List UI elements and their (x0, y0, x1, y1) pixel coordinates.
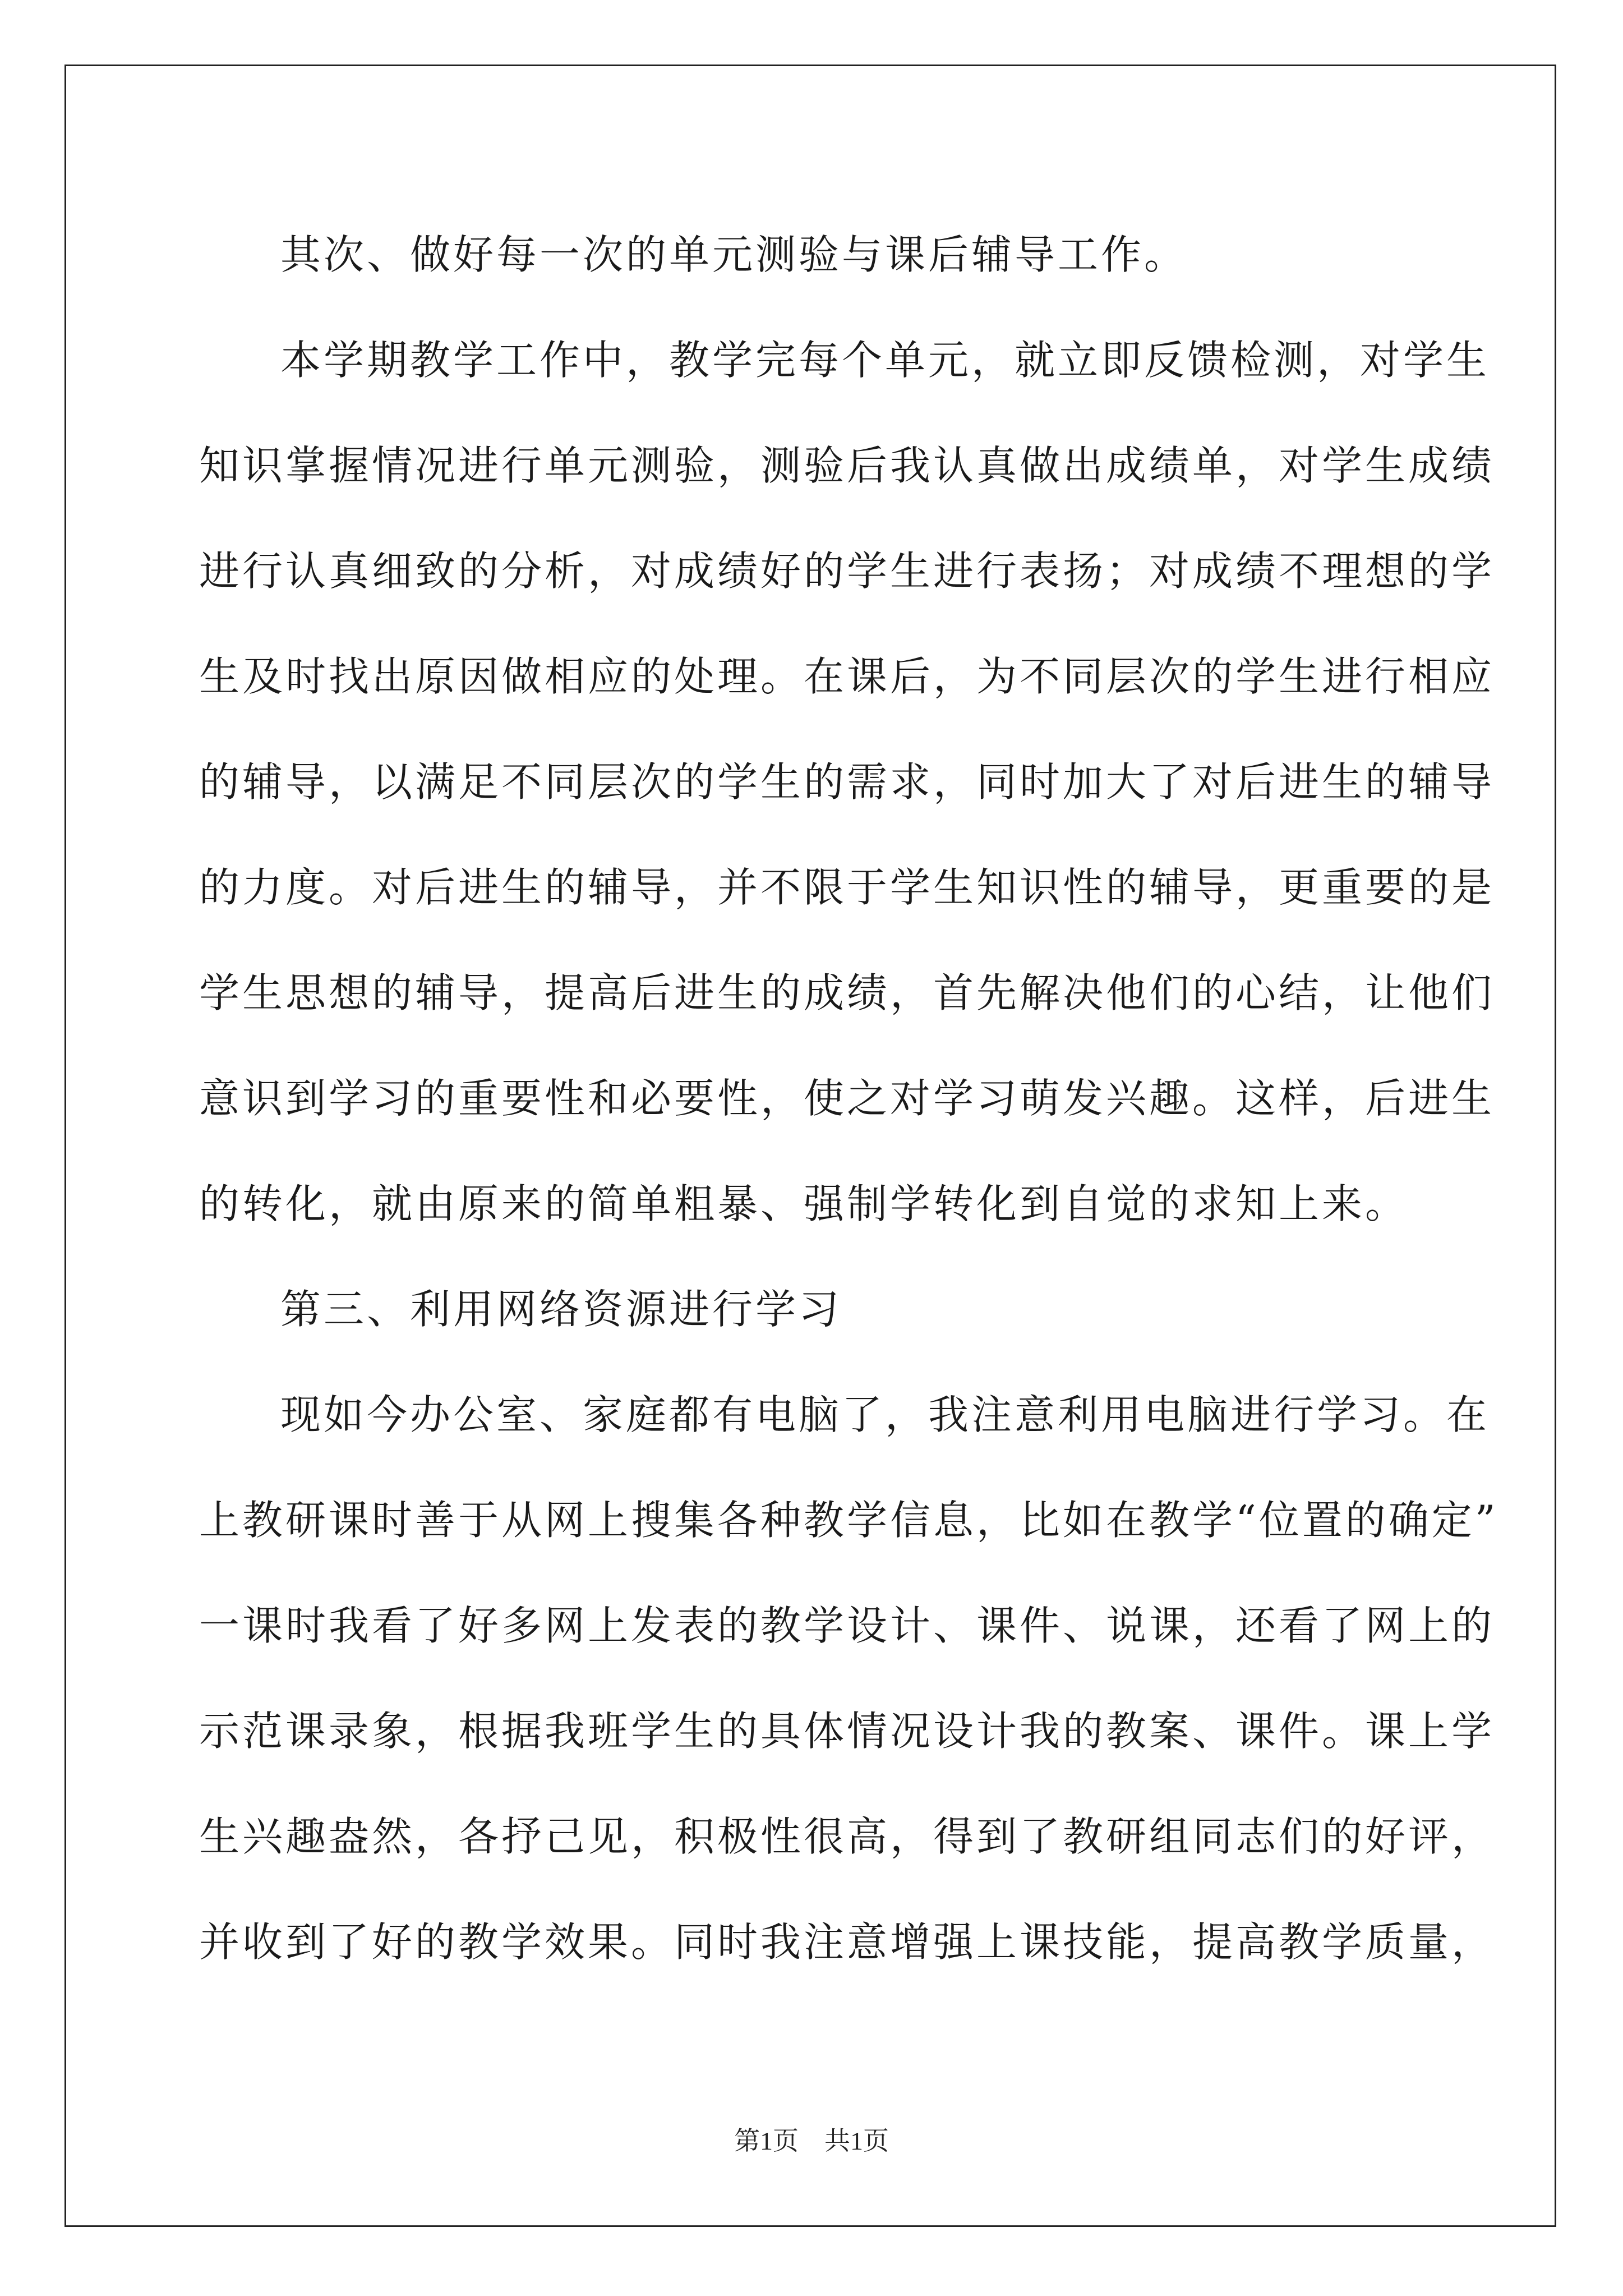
text-line: 生及时找出原因做相应的处理。在课后，为不同层次的学生进行相应 (199, 653, 1495, 700)
text-line: 学生思想的辅导，提高后进生的成绩，首先解决他们的心结，让他们 (199, 969, 1495, 1016)
text-line: 上教研课时善于从网上搜集各种教学信息，比如在教学“位置的确定” (199, 1497, 1498, 1544)
text-line: 生兴趣盎然，各抒己见，积极性很高，得到了教研组同志们的好评， (199, 1813, 1495, 1860)
text-line: 知识掌握情况进行单元测验，测验后我认真做出成绩单，对学生成绩 (199, 442, 1495, 489)
document-body (199, 202, 1498, 1995)
text-line: 的力度。对后进生的辅导，并不限于学生知识性的辅导，更重要的是 (199, 864, 1495, 911)
text-line: 并收到了好的教学效果。同时我注意增强上课技能，提高教学质量， (199, 1918, 1495, 1966)
text-line: 的辅导，以满足不同层次的学生的需求，同时加大了对后进生的辅导 (199, 758, 1495, 806)
text-line: 进行认真细致的分析，对成绩好的学生进行表扬；对成绩不理想的学 (199, 547, 1495, 595)
text-line: 的转化，就由原来的简单粗暴、强制学转化到自觉的求知上来。 (199, 1180, 1409, 1227)
text-line: 其次、做好每一次的单元测验与课后辅导工作。 (280, 231, 1188, 278)
text-line: 本学期教学工作中，教学完每个单元，就立即反馈检测，对学生 (280, 337, 1490, 384)
text-line: 现如今办公室、家庭都有电脑了，我注意利用电脑进行学习。在 (280, 1391, 1490, 1438)
text-line: 一课时我看了好多网上发表的教学设计、课件、说课，还看了网上的 (199, 1602, 1495, 1649)
section-heading: 第三、利用网络资源进行学习 (280, 1286, 842, 1333)
page-number-footer: 第1页 共1页 (734, 2127, 889, 2155)
text-line: 意识到学习的重要性和必要性，使之对学习萌发兴趣。这样，后进生 (199, 1075, 1495, 1122)
text-line: 示范课录象，根据我班学生的具体情况设计我的教案、课件。课上学 (199, 1708, 1495, 1755)
